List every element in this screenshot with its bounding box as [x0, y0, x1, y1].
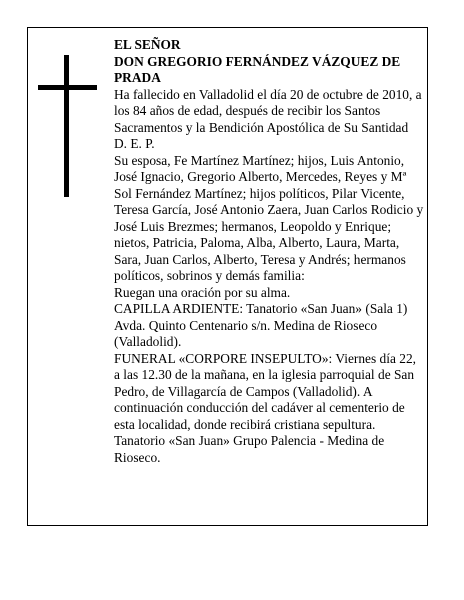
chapel-details: CAPILLA ARDIENTE: Tanatorio «San Juan» (Sala 1) Avda. Quinto Centenario s/n. Medina de Rioseco (Valladolid).: [114, 301, 408, 349]
title-line-1: EL SEÑOR: [114, 37, 181, 52]
cross-vertical-bar: [64, 55, 69, 197]
prayer-request: Ruegan una oración por su alma.: [114, 284, 291, 300]
death-announcement: Ha fallecido en Valladolid el día 20 de octubre de 2010, a los 84 años de edad, después de recibir los Santos Sacramentos y la Bendición Apostólica de Su Santidad D. E. P.: [114, 86, 422, 151]
family-list: Su esposa, Fe Martínez Martínez; hijos, Luis Antonio, José Ignacio, Gregorio Alberto, Mercedes, Reyes y Mª Sol Fernández Martínez; hijos políticos, Pilar Vicente, Teresa García, José Antonio Zaera, Juan Carlos Rodicio y José Luis Brezmes; hermanos, Leopoldo y Enrique; nietos, Patricia, Paloma, Alba, Alberto, Laura, Marta, Sara, Juan Carlos, Alberto, Teresa y Andrés; hermanos políticos, sobrinos y demás familia:: [114, 152, 424, 283]
funeral-home: Tanatorio «San Juan» Grupo Palencia - Medina de Rioseco.: [114, 433, 385, 465]
obituary-text: [114, 37, 424, 466]
funeral-details: FUNERAL «CORPORE INSEPULTO»: Viernes día 22, a las 12.30 de la mañana, en la iglesia parroquial de San Pedro, de Villagarcía de Campos (Valladolid). A continuación conducción del cadáver al cementerio de esta localidad, donde recibirá cristiana sepultura.: [114, 350, 416, 432]
cross-icon: [38, 55, 97, 197]
cross-horizontal-bar: [38, 85, 97, 90]
deceased-name: DON GREGORIO FERNÁNDEZ VÁZQUEZ DE PRADA: [114, 53, 401, 85]
